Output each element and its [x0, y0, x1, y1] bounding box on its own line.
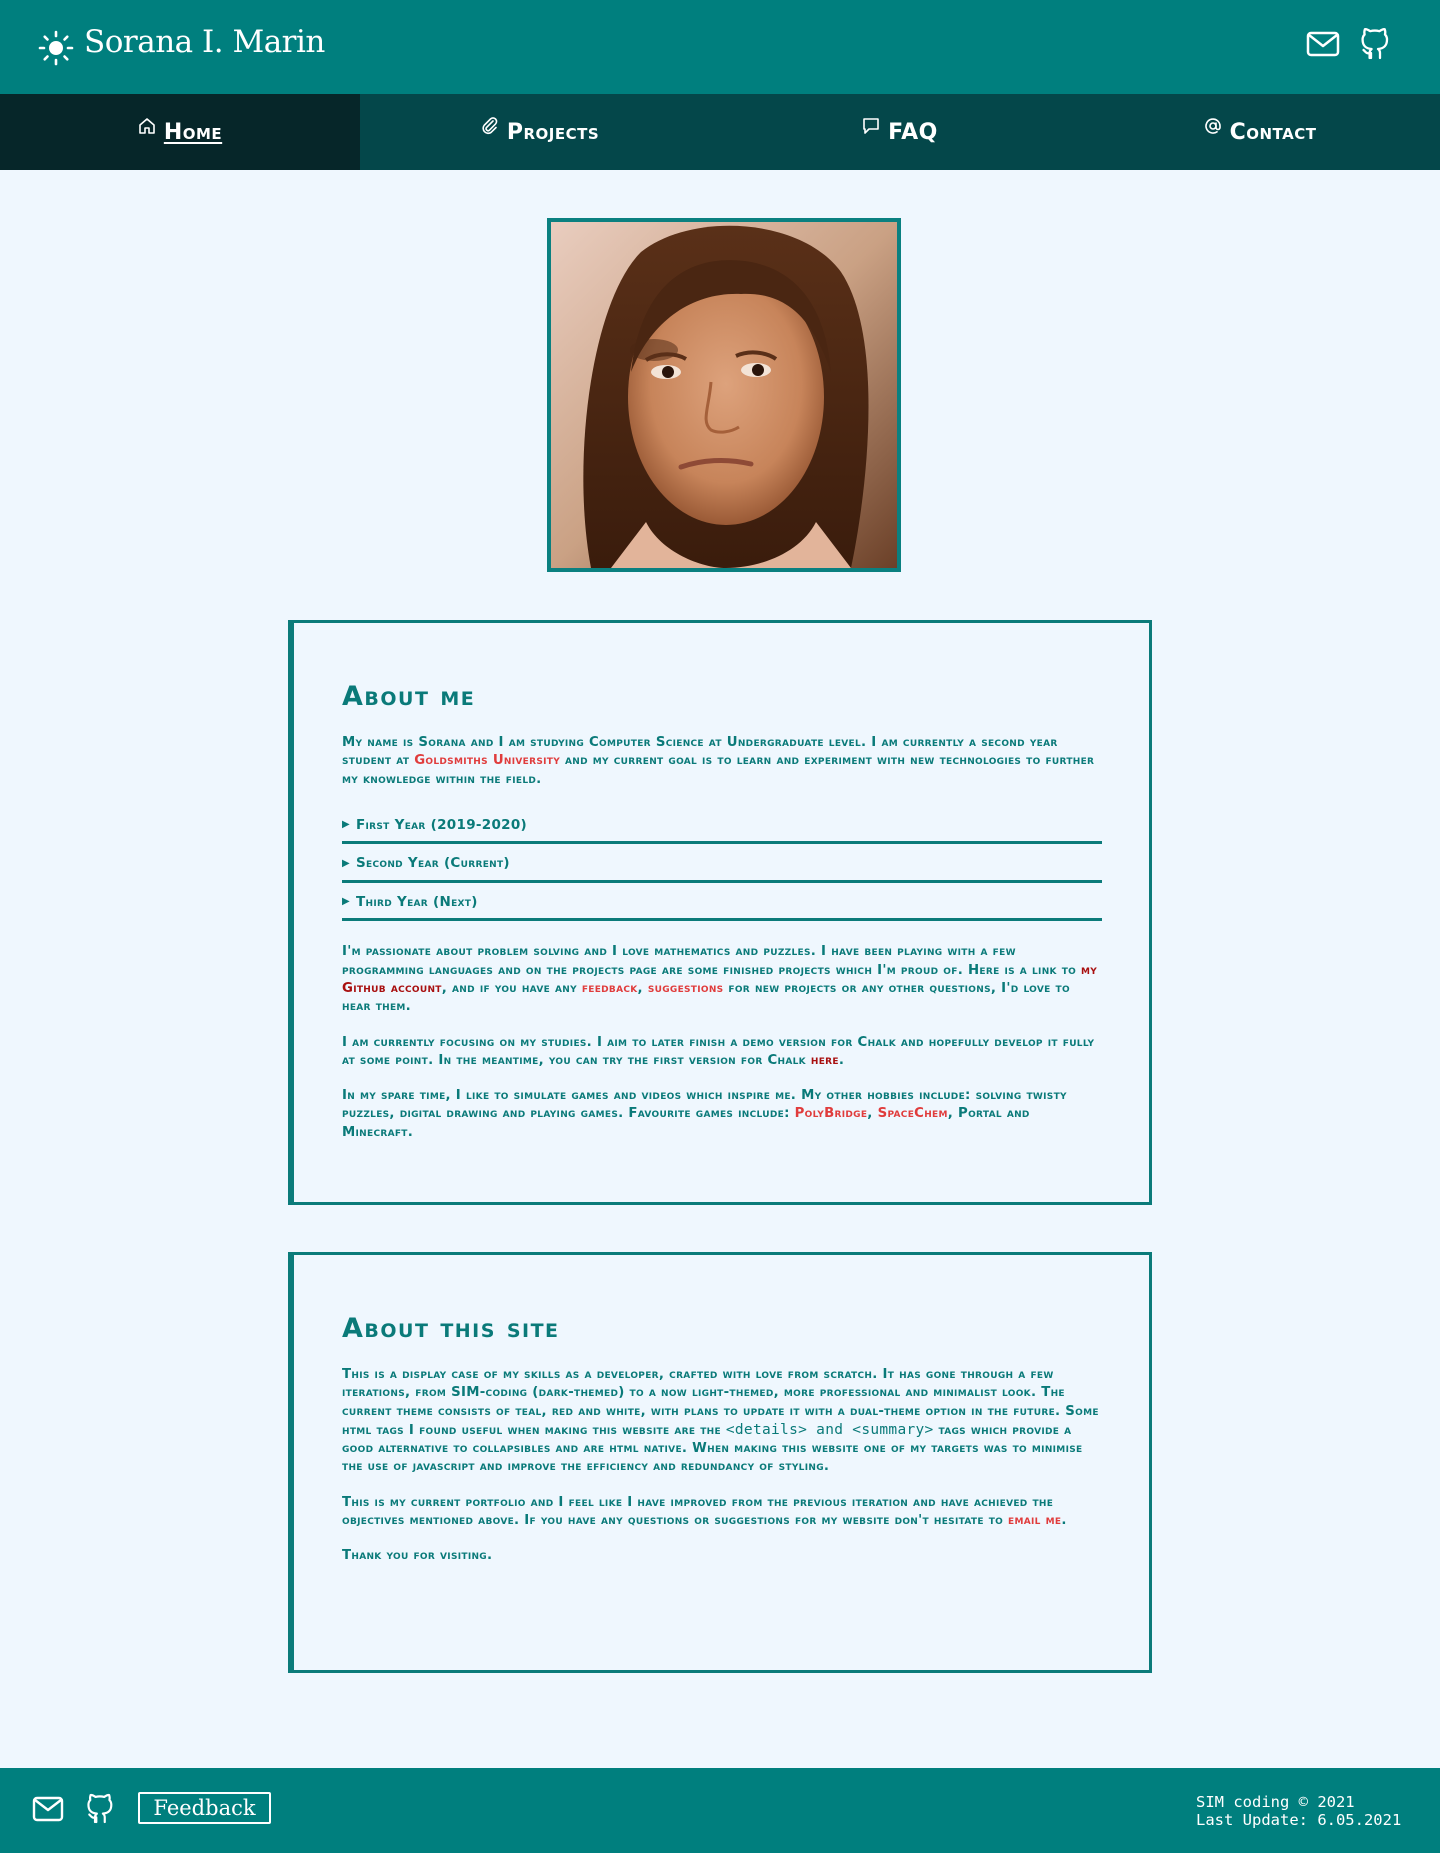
about-studies-paragraph: I am currently focusing on my studies. I aim to later finish a demo version for Chalk and hopefully develop it fully at some point. In the meantime, you can try the first version for Chalk here.: [342, 1034, 1095, 1068]
last-update-text: Last Update: 6.05.2021: [1196, 1811, 1402, 1829]
feedback-button[interactable]: Feedback: [138, 1792, 271, 1824]
footer-info: [1196, 1793, 1401, 1829]
email-me-link[interactable]: email me: [1008, 1513, 1062, 1529]
site-header: [0, 0, 1440, 94]
nav-label-faq: FAQ: [888, 119, 938, 145]
nav-item-projects[interactable]: [360, 94, 720, 170]
details-second-year[interactable]: ▶ Second Year (Current): [342, 844, 1102, 883]
chat-bubble-icon: [862, 117, 880, 135]
main-nav: [0, 94, 1440, 170]
site-portfolio-paragraph: This is my current portfolio and I feel like I have improved from the previous iteration and have achieved the objectives mentioned above. If you have any questions or suggestions for my website don't hesitate to email me.: [342, 1494, 1067, 1529]
at-icon: [1204, 117, 1222, 135]
about-me-card: [288, 620, 1152, 1205]
site-thanks-paragraph: Thank you for visiting.: [342, 1548, 493, 1564]
github-icon[interactable]: [1360, 26, 1392, 60]
details-third-year[interactable]: ▶ Third Year (Next): [342, 883, 1102, 922]
spacechem-link[interactable]: SpaceChem: [877, 1106, 948, 1122]
suggestions-link[interactable]: suggestions: [647, 980, 724, 996]
home-icon: [138, 117, 156, 135]
code-snippet: <details> and <summary>: [725, 1421, 934, 1438]
about-site-card: [288, 1252, 1152, 1673]
mail-icon[interactable]: [32, 1796, 64, 1822]
disclosure-triangle-icon: ▶: [342, 857, 350, 869]
year-details-group: [342, 806, 1102, 922]
profile-photo: [547, 218, 901, 572]
copyright-text: SIM coding © 2021: [1196, 1793, 1355, 1811]
nav-item-home[interactable]: [0, 94, 360, 170]
paperclip-icon: [481, 117, 499, 135]
mail-icon[interactable]: [1306, 30, 1340, 58]
nav-item-faq[interactable]: [720, 94, 1080, 170]
github-icon[interactable]: [86, 1792, 116, 1824]
polybridge-link[interactable]: PolyBridge: [794, 1106, 868, 1122]
about-passion-paragraph: I'm passionate about problem solving and I love mathematics and puzzles. I have been playing with a few programming languages and on the projects page are some finished projects which I'm proud of. Here is a link to my Github account, and if you have any feedback, suggestions for new projects or any other questions, I'd love to hear them.: [342, 944, 1098, 1015]
github-account-link[interactable]: my Github account: [342, 962, 1098, 996]
about-site-heading: About this site: [342, 1313, 560, 1344]
sun-icon[interactable]: [38, 30, 74, 66]
about-hobbies-paragraph: In my spare time, I like to simulate games and videos which inspire me. My other hobbies include: solving twisty puzzles, digital drawing and playing games. Favourite games include: PolyBridge, SpaceChem, Portal and Minecraft.: [342, 1088, 1067, 1140]
disclosure-triangle-icon: ▶: [342, 819, 350, 831]
nav-label-home: Home: [163, 119, 223, 145]
site-footer: [0, 1768, 1440, 1853]
site-description-paragraph: This is a display case of my skills as a developer, crafted with love from scratch. It has gone through a few iterations, from SIM-coding (dark-themed) to a now light-themed, more professional and minimalist look. The current theme consists of teal, red and white, with plans to update it with a dual-theme option in the future. Some html tags I found useful when making this website are the <details> and <summary> tags which provide a good alternative to collapsibles and are html native. When making this website one of my targets was to minimise the use of javascript and improve the efficiency and redundancy of styling.: [342, 1367, 1099, 1475]
nav-item-contact[interactable]: [1080, 94, 1440, 170]
details-first-year[interactable]: ▶ First Year (2019-2020): [342, 806, 1102, 845]
about-intro-paragraph: My name is Sorana and I am studying Computer Science at Undergraduate level. I am currently a second year student at Goldsmiths University and my current goal is to learn and experiment with new technologies to further my knowledge within the field.: [342, 735, 1095, 787]
nav-label-contact: Contact: [1229, 119, 1317, 145]
disclosure-triangle-icon: ▶: [342, 896, 350, 908]
nav-label-projects: Projects: [506, 119, 600, 145]
site-title[interactable]: Sorana I. Marin: [84, 24, 325, 60]
feedback-link[interactable]: feedback: [581, 980, 638, 996]
goldsmiths-link[interactable]: Goldsmiths University: [414, 753, 561, 769]
about-me-heading: About me: [342, 681, 476, 712]
chalk-here-link[interactable]: here: [810, 1052, 839, 1068]
